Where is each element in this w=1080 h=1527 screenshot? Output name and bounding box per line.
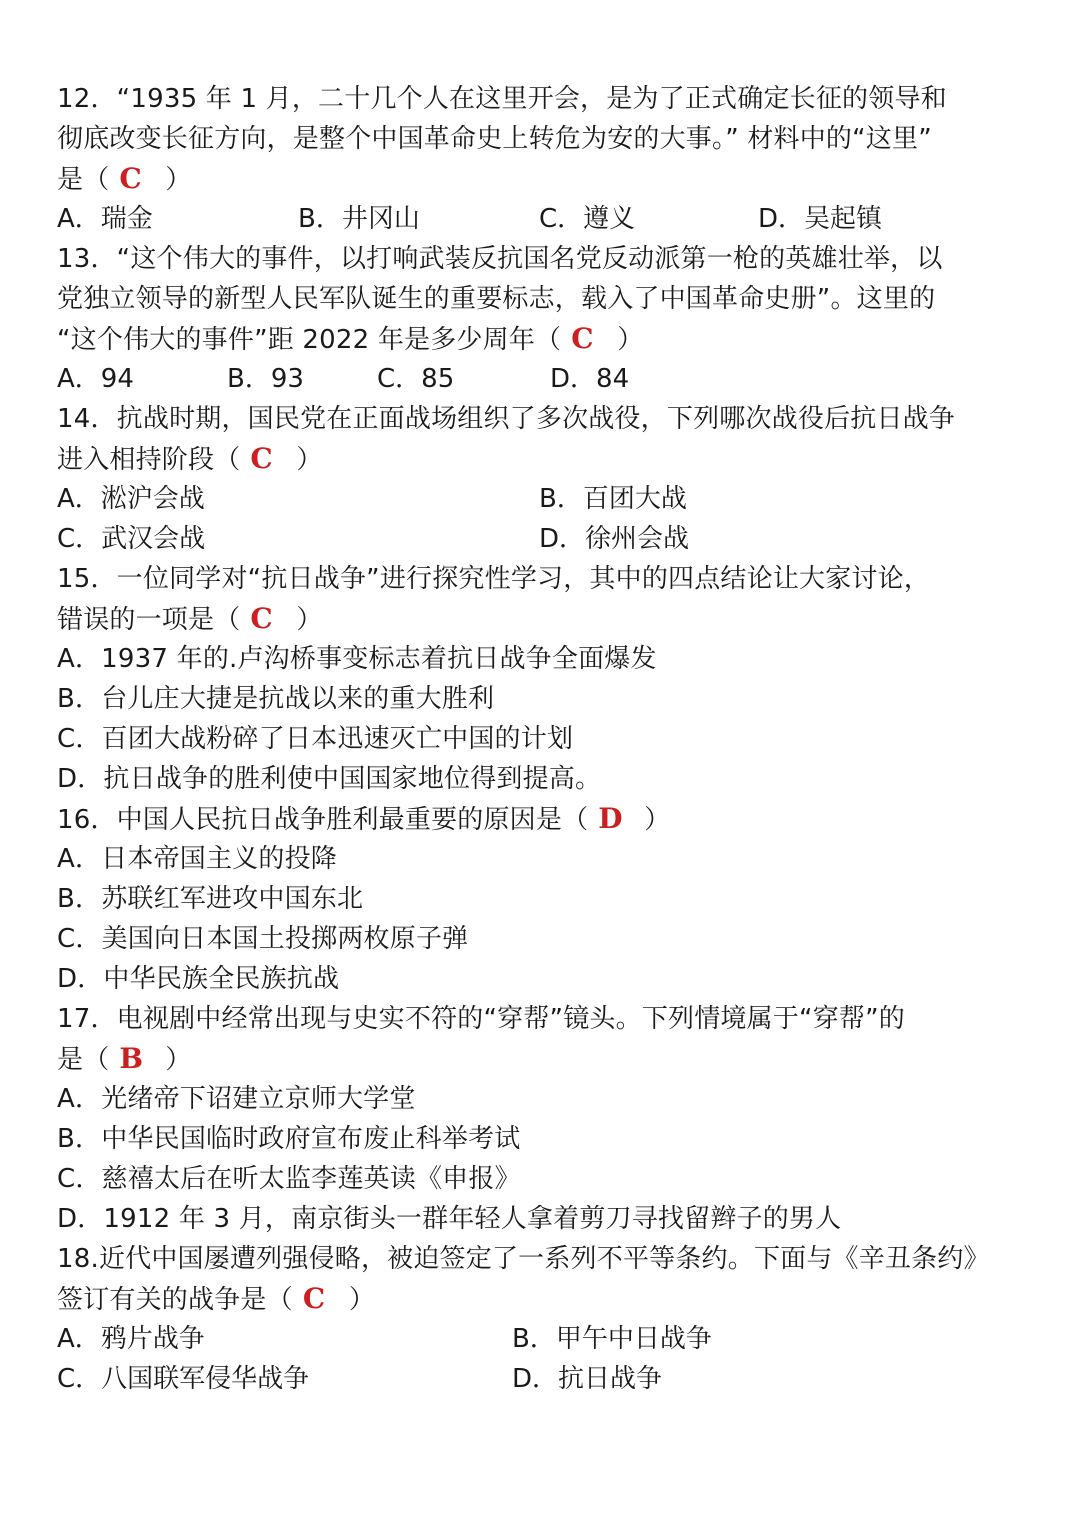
option-a: A．鸦片战争	[57, 1324, 205, 1354]
question-stem-line: 15．一位同学对“抗日战争”进行探究性学习，其中的四点结论让大家讨论，	[57, 564, 931, 594]
stem-prefix: 进入相持阶段（	[57, 445, 241, 475]
option-b: B．台儿庄大捷是抗战以来的重大胜利	[57, 684, 495, 714]
option-d: D．抗日战争	[512, 1364, 663, 1394]
option-c: C．遵义	[539, 204, 636, 234]
option-a: A．94	[57, 364, 134, 394]
question-18	[57, 1239, 1032, 1399]
exam-page	[57, 79, 1032, 1399]
stem-prefix: 16．中国人民抗日战争胜利最重要的原因是（	[57, 805, 589, 835]
options-row	[57, 519, 1032, 559]
option-a: A．1937 年的.卢沟桥事变标志着抗日战争全面爆发	[57, 644, 657, 674]
question-answer-line	[57, 1279, 1032, 1319]
option-c: C．85	[377, 364, 455, 394]
option-d: D．1912 年 3 月，南京街头一群年轻人拿着剪刀寻找留辫子的男人	[57, 1204, 842, 1234]
question-stem-line: 党独立领导的新型人民军队诞生的重要标志，载入了中国革命史册”。这里的	[57, 284, 936, 314]
options-row	[57, 479, 1032, 519]
option-a: A．日本帝国主义的投降	[57, 844, 337, 874]
question-13	[57, 239, 1032, 399]
stem-suffix: ）	[296, 445, 323, 475]
option-d: D．84	[550, 364, 630, 394]
option-a: A．淞沪会战	[57, 484, 205, 514]
question-16	[57, 799, 1032, 999]
answer-mark: C	[250, 602, 273, 635]
option-d: D．吴起镇	[758, 204, 883, 234]
option-c: C．八国联军侵华战争	[57, 1364, 310, 1394]
stem-suffix: ）	[644, 805, 671, 835]
option-c: C．美国向日本国土投掷两枚原子弹	[57, 924, 469, 954]
answer-mark: C	[250, 442, 273, 475]
options-row	[57, 1319, 1032, 1359]
stem-suffix: ）	[296, 605, 323, 635]
question-12	[57, 79, 1032, 239]
question-15	[57, 559, 1032, 799]
stem-suffix: ）	[165, 1045, 192, 1075]
option-d: D．中华民族全民族抗战	[57, 964, 340, 994]
stem-suffix: ）	[165, 165, 192, 195]
option-c: C．百团大战粉碎了日本迅速灭亡中国的计划	[57, 724, 574, 754]
question-answer-line	[57, 1039, 1032, 1079]
option-a: A．瑞金	[57, 204, 153, 234]
answer-mark: C	[302, 1282, 326, 1315]
stem-prefix: “这个伟大的事件”距 2022 年是多少周年（	[57, 325, 562, 355]
question-stem-line: 14．抗战时期，国民党在正面战场组织了多次战役，下列哪次战役后抗日战争	[57, 404, 956, 434]
stem-prefix: 错误的一项是（	[57, 605, 241, 635]
question-stem-line: 彻底改变长征方向，是整个中国革命史上转危为安的大事。” 材料中的“这里”	[57, 124, 932, 154]
question-answer-line	[57, 439, 1032, 479]
option-d: D．抗日战争的胜利使中国国家地位得到提高。	[57, 764, 602, 794]
option-b: B．甲午中日战争	[512, 1324, 712, 1354]
question-stem-line: 12．“1935 年 1 月，二十几个人在这里开会，是为了正式确定长征的领导和	[57, 84, 947, 114]
options-row	[57, 199, 1032, 239]
options-row	[57, 1359, 1032, 1399]
stem-suffix: ）	[617, 325, 644, 355]
stem-suffix: ）	[348, 1285, 376, 1315]
answer-mark: D	[598, 802, 623, 835]
option-b: B．中华民国临时政府宣布废止科举考试	[57, 1124, 521, 1154]
stem-prefix: 是（	[57, 1045, 110, 1075]
question-stem-line: 13．“这个伟大的事件，以打响武装反抗国名党反动派第一枪的英雄壮举，以	[57, 244, 943, 274]
option-c: C．武汉会战	[57, 524, 206, 554]
question-14	[57, 399, 1032, 559]
option-b: B．93	[227, 364, 304, 394]
question-stem-line: 18.近代中国屡遭列强侵略，被迫签定了一系列不平等条约。下面与《辛丑条约》	[57, 1244, 990, 1274]
option-a: A．光绪帝下诏建立京师大学堂	[57, 1084, 416, 1114]
question-17	[57, 999, 1032, 1239]
options-row	[57, 359, 1032, 399]
option-b: B．百团大战	[539, 484, 687, 514]
stem-prefix: 签订有关的战争是（	[57, 1285, 293, 1315]
stem-prefix: 是（	[57, 165, 110, 195]
answer-mark: C	[571, 322, 594, 355]
question-answer-line	[57, 599, 1032, 639]
option-c: C．慈禧太后在听太监李莲英读《申报》	[57, 1164, 521, 1194]
question-stem-line: 17．电视剧中经常出现与史实不符的“穿帮”镜头。下列情境属于“穿帮”的	[57, 1004, 905, 1034]
answer-mark: C	[119, 162, 142, 195]
question-answer-line	[57, 159, 1032, 199]
question-answer-line	[57, 319, 1032, 359]
answer-mark: B	[119, 1042, 144, 1075]
option-b: B．苏联红军进攻中国东北	[57, 884, 364, 914]
option-d: D．徐州会战	[539, 524, 690, 554]
question-answer-line	[57, 799, 1032, 839]
option-b: B．井冈山	[298, 204, 420, 234]
